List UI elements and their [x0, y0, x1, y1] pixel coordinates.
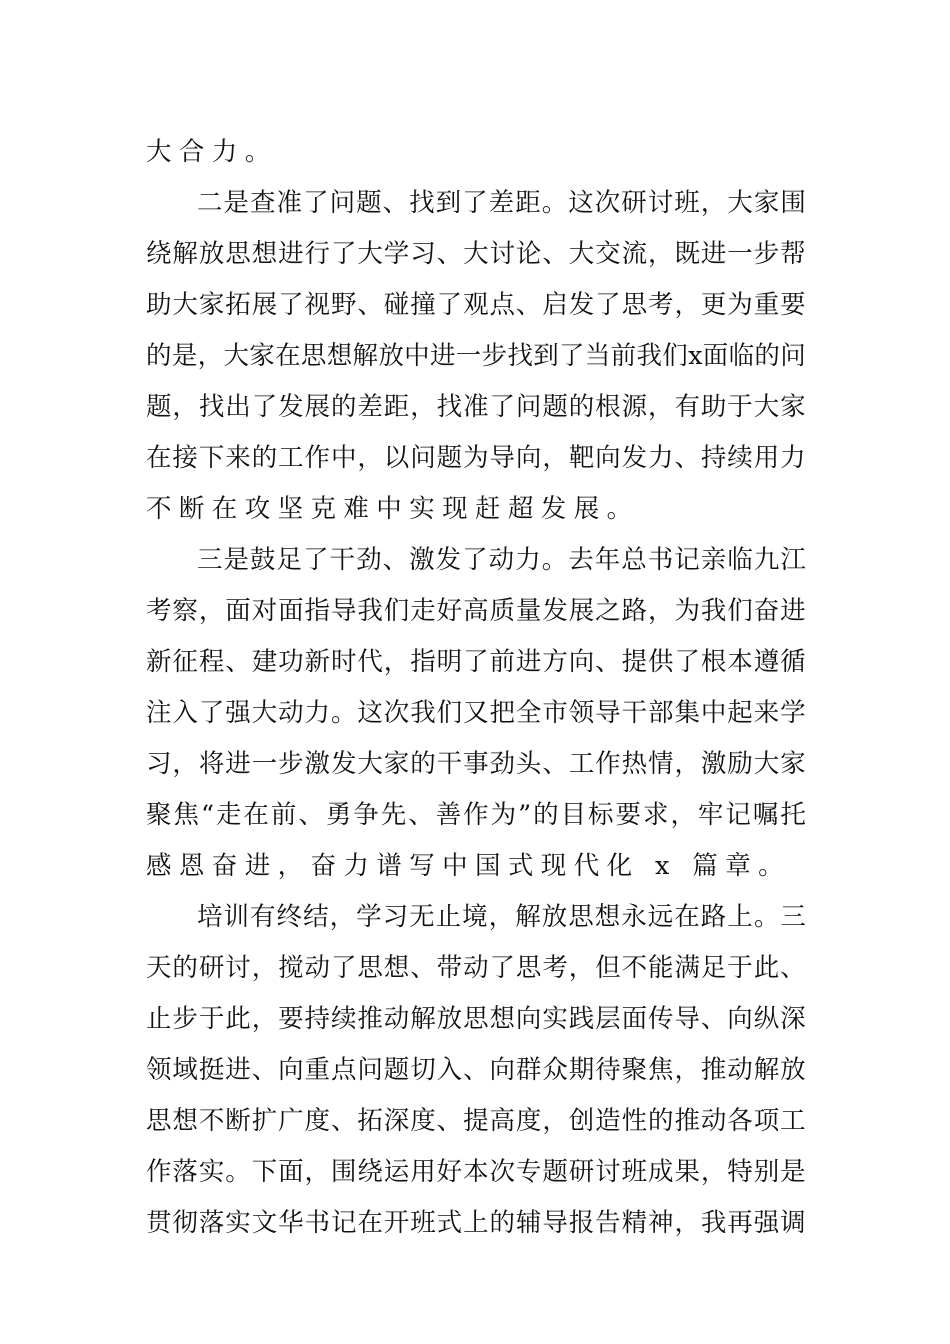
text-line: 聚 焦 “ 走 在 前 、 勇 争 先 、 善 作 为 ” 的 目 标 要 求 ， 牢 记 嘱 托: [146, 800, 806, 830]
text-line: 贯 彻 落 实 文 华 书 记 在 开 班 式 上 的 辅 导 报 告 精 神 ， 我 再 强 调: [146, 1208, 806, 1238]
text-line: 大合力。: [146, 137, 278, 167]
text-line: 作 落 实 。 下 面 ， 围 绕 运 用 好 本 次 专 题 研 讨 班 成 果 ， 特 别 是: [146, 1157, 806, 1187]
text-line: 止 步 于 此 ， 要 持 续 推 动 解 放 思 想 向 实 践 层 面 传 导 、 向 纵 深: [146, 1004, 806, 1034]
text-line: 思 想 不 断 扩 广 度 、 拓 深 度 、 提 高 度 ， 创 造 性 的 推 动 各 项 工: [146, 1106, 806, 1136]
text-line: 在 接 下 来 的 工 作 中 ， 以 问 题 为 导 向 ， 靶 向 发 力 、 持 续 用 力: [146, 443, 806, 473]
text-line: 注 入 了 强 大 动 力 。 这 次 我 们 又 把 全 市 领 导 干 部 集 中 起 来 学: [146, 698, 806, 728]
text-line: 助 大 家 拓 展 了 视 野 、 碰 撞 了 观 点 、 启 发 了 思 考 ， 更 为 重 要: [146, 290, 806, 320]
text-line: 二 是 查 准 了 问 题 、 找 到 了 差 距 。 这 次 研 讨 班 ， 大 家 围: [197, 188, 806, 218]
text-line: 培 训 有 终 结 ， 学 习 无 止 境 ， 解 放 思 想 永 远 在 路 上 。 三: [197, 902, 806, 932]
text-line: 绕 解 放 思 想 进 行 了 大 学 习 、 大 讨 论 、 大 交 流 ， 既 进 一 步 帮: [146, 239, 806, 269]
text-line: 新 征 程 、 建 功 新 时 代 ， 指 明 了 前 进 方 向 、 提 供 了 根 本 遵 循: [146, 647, 806, 677]
text-line: 题 ， 找 出 了 发 展 的 差 距 ， 找 准 了 问 题 的 根 源 ， 有 助 于 大 家: [146, 392, 806, 422]
text-line: 习 ， 将 进 一 步 激 发 大 家 的 干 事 劲 头 、 工 作 热 情 ， 激 励 大 家: [146, 749, 806, 779]
body-text: [146, 127, 806, 1249]
text-line: 三 是 鼓 足 了 干 劲 、 激 发 了 动 力 。 去 年 总 书 记 亲 临 九 江: [197, 545, 806, 575]
text-line: 领 域 挺 进 、 向 重 点 问 题 切 入 、 向 群 众 期 待 聚 焦 ， 推 动 解 放: [146, 1055, 806, 1085]
text-line: 天 的 研 讨 ， 搅 动 了 思 想 、 带 动 了 思 考 ， 但 不 能 满 足 于 此 、: [146, 953, 806, 983]
text-line: 感恩奋进，奋力谱写中国式现代化 x 篇章。: [146, 851, 791, 881]
text-line: 不断在攻坚克难中实现赶超发展。: [146, 494, 640, 524]
text-line: 考 察 ， 面 对 面 指 导 我 们 走 好 高 质 量 发 展 之 路 ， 为 我 们 奋 进: [146, 596, 806, 626]
text-line: 的 是 ， 大 家 在 思 想 解 放 中 进 一 步 找 到 了 当 前 我 们 x 面 临 的 问: [146, 341, 806, 371]
